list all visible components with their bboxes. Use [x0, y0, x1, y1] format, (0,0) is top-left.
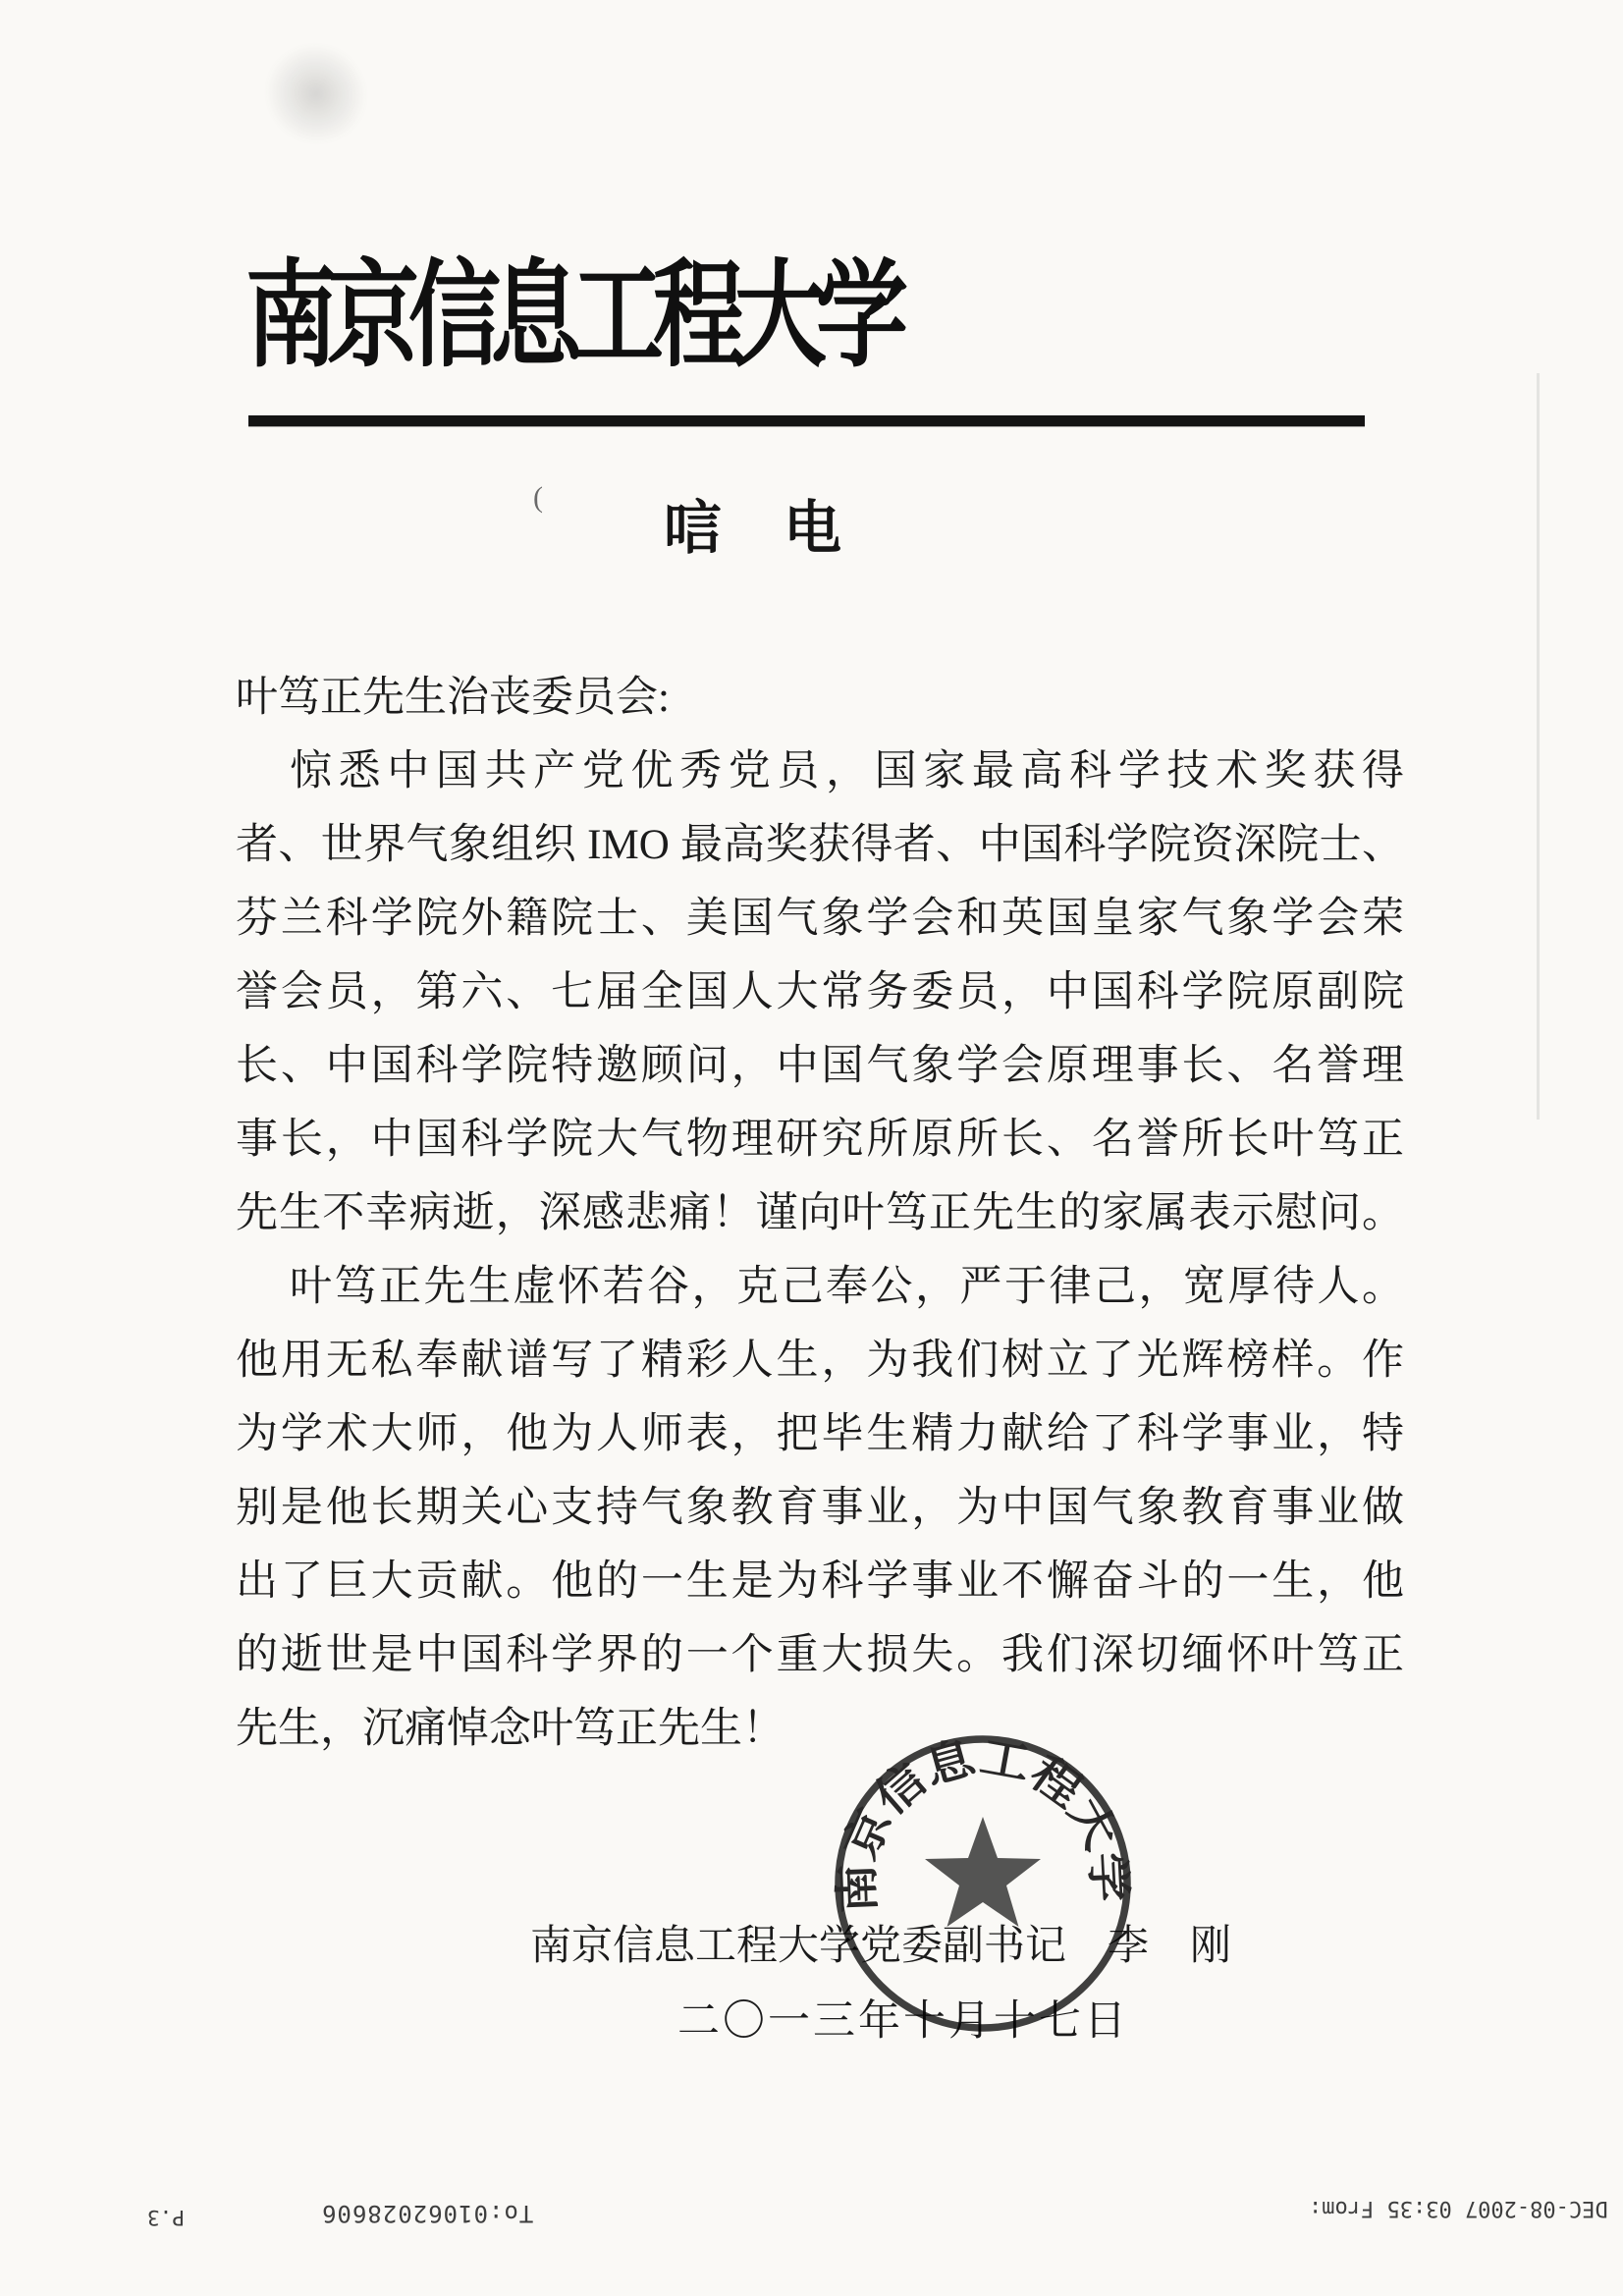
date-line: 二〇一三年十月十七日 [677, 1998, 1129, 2045]
body-line: 的逝世是中国科学界的一个重大损失。我们深切缅怀叶笃正 [236, 1632, 1404, 1678]
body-text [236, 661, 1404, 1766]
body-line: 誉会员，第六、七届全国人大常务委员，中国科学院原副院 [236, 969, 1404, 1015]
official-seal-stamp [828, 1728, 1138, 2039]
body-line: 叶笃正先生治丧委员会: [236, 675, 670, 721]
header-divider-rule [248, 415, 1365, 426]
stamp-arc-text: 南京信息工程大学 [832, 1731, 1134, 1914]
document-title: 唁 电 [664, 496, 844, 561]
body-line: 他用无私奉献谱写了精彩人生，为我们树立了光辉榜样。作 [236, 1338, 1404, 1384]
stamp-star-icon [925, 1817, 1041, 1927]
university-name-header: 南京信息工程大学 [245, 252, 898, 382]
body-line: 惊悉中国共产党优秀党员，国家最高科学技术奖获得 [290, 748, 1404, 794]
fax-timestamp: DEC-08-2007 03:35 From: [1309, 2196, 1608, 2220]
body-line: 出了巨大贡献。他的一生是为科学事业不懈奋斗的一生，他 [236, 1558, 1404, 1605]
body-line: 先生，沉痛悼念叶笃正先生！ [236, 1706, 784, 1752]
fax-to-number: To:01062028606 [321, 2200, 534, 2227]
body-line: 芬兰科学院外籍院士、美国气象学会和英国皇家气象学会荣 [236, 896, 1404, 942]
body-line: 为学术大师，他为人师表，把毕生精力献给了科学事业，特 [236, 1411, 1404, 1457]
body-line: 者、世界气象组织 IMO 最高奖获得者、中国科学院资深院士、 [236, 822, 1404, 868]
signature-line: 南京信息工程大学党委副书记 李 刚 [530, 1924, 1232, 1969]
body-line: 长、中国科学院特邀顾问，中国气象学会原理事长、名誉理 [236, 1043, 1404, 1089]
body-line: 事长，中国科学院大气物理研究所原所长、名誉所长叶笃正 [236, 1117, 1404, 1163]
scan-streak-artifact [1537, 373, 1540, 1120]
body-line: 叶笃正先生虚怀若谷，克己奉公，严于律己，宽厚待人。 [290, 1264, 1404, 1310]
scan-smudge-artifact [223, 1, 409, 187]
body-line: 别是他长期关心支持气象教育事业，为中国气象教育事业做 [236, 1485, 1404, 1531]
scan-paren-artifact: ( [533, 481, 543, 514]
body-line: 先生不幸病逝，深感悲痛！谨向叶笃正先生的家属表示慰问。 [236, 1190, 1404, 1236]
fax-page-number: P.3 [147, 2206, 185, 2229]
